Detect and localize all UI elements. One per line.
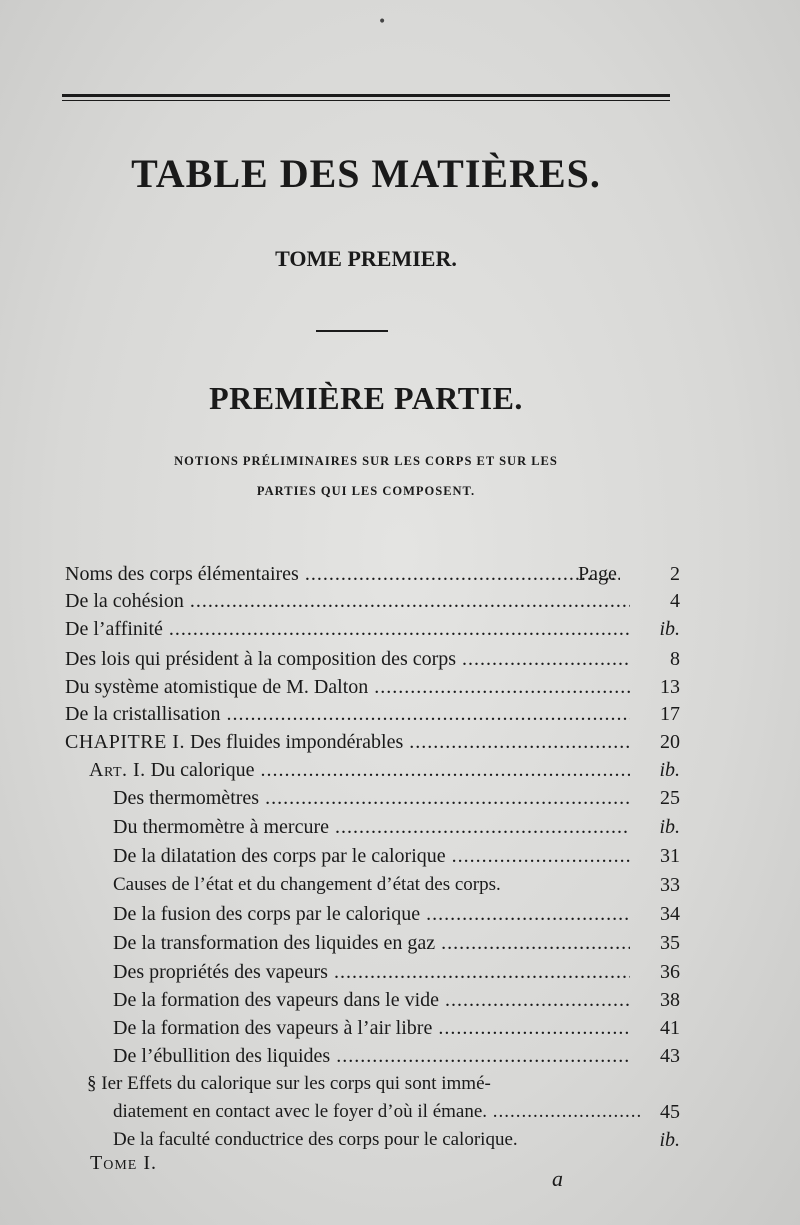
top-mark: • xyxy=(378,14,387,30)
toc-entry xyxy=(0,645,800,673)
toc-entry-page: ib. xyxy=(659,816,680,838)
toc-entry-page: ib. xyxy=(659,1129,680,1151)
chapter-label: CHAPITRE I. xyxy=(65,731,185,753)
toc-entry-text: Des propriétés des vapeurs ..... xyxy=(113,958,630,986)
toc-entry-text: Causes de l’état et du changement d’état des corps. xyxy=(113,874,501,895)
toc-entry-page: 45 xyxy=(660,1101,680,1123)
page-title: TABLE DES MATIÈRES. xyxy=(131,151,601,196)
part-heading: PREMIÈRE PARTIE. xyxy=(209,380,523,416)
toc-entry xyxy=(0,1042,800,1070)
toc-entry-text: De l’ébullition des liquides ..... xyxy=(113,1042,630,1070)
toc-entry-text: Des thermomètres ..... xyxy=(113,784,630,812)
toc-entry-text: De la dilatation des corps par le calorique ..... xyxy=(113,842,630,870)
toc-entry xyxy=(0,929,800,957)
toc-entry-text: diatement en contact avec le foyer d’où il émane. ..... xyxy=(113,1098,640,1126)
toc-entry xyxy=(0,673,800,701)
toc-entry-text: § Ier Effets du calorique sur les corps qui sont immé- xyxy=(87,1073,491,1094)
toc-entry xyxy=(0,615,800,643)
toc-entry-chapter xyxy=(0,728,800,756)
toc-entry-text: Des lois qui président à la composition des corps ..... xyxy=(65,645,630,673)
toc-entry-page: 35 xyxy=(660,932,680,954)
signature-mark: a xyxy=(552,1166,563,1191)
toc-entry xyxy=(0,813,800,841)
toc-entry-page: 4 xyxy=(670,590,680,612)
footer-volume: Tome I. xyxy=(90,1152,157,1174)
toc-entry-section xyxy=(0,1070,800,1098)
toc-entry-text: De la formation des vapeurs dans le vide ..... xyxy=(113,986,630,1014)
toc-entry-text: Noms des corps élémentaires ..... xyxy=(65,560,620,588)
article-title: Du calorique xyxy=(150,759,255,781)
toc-entry xyxy=(0,842,800,870)
toc-entry-text xyxy=(65,728,630,756)
tome-heading: TOME PREMIER. xyxy=(275,246,457,271)
article-label: Art. I. xyxy=(89,759,146,781)
toc-entry-page: 25 xyxy=(660,787,680,809)
toc-entry xyxy=(0,1014,800,1042)
toc-entry-page: 34 xyxy=(660,903,680,925)
toc-entry-text: Du thermomètre à mercure ..... xyxy=(113,813,630,841)
toc-entry-page: 17 xyxy=(660,703,680,725)
toc-entry xyxy=(0,958,800,986)
toc-entry xyxy=(0,587,800,615)
toc-entry-page: 2 xyxy=(670,563,680,585)
toc-entry-text: De la cohésion ..... xyxy=(65,587,630,615)
page-label: Page xyxy=(578,563,617,585)
toc-entry-text: De la faculté conductrice des corps pour le calorique. xyxy=(113,1129,518,1150)
toc-entry-text: De la cristallisation ..... xyxy=(65,700,630,728)
toc-entry xyxy=(0,560,800,588)
toc-entry-page: 13 xyxy=(660,676,680,698)
toc-entry xyxy=(0,900,800,928)
toc-entry-page: 8 xyxy=(670,648,680,670)
toc-entry-page: 20 xyxy=(660,731,680,753)
toc-entry-page: 43 xyxy=(660,1045,680,1067)
toc-entry xyxy=(0,700,800,728)
toc-entry-text: De la transformation des liquides en gaz ..... xyxy=(113,929,630,957)
toc-entry-page: 31 xyxy=(660,845,680,867)
toc-entry-page: ib. xyxy=(659,618,680,640)
toc-entry-text xyxy=(89,756,630,784)
toc-entry-page: 41 xyxy=(660,1017,680,1039)
subtitle-line-2: PARTIES QUI LES COMPOSENT. xyxy=(256,484,476,498)
toc-entry xyxy=(0,871,800,899)
toc-entry xyxy=(0,1098,800,1126)
toc-entry-text: De la formation des vapeurs à l’air libre ..... xyxy=(113,1014,630,1042)
toc-entry-text: De la fusion des corps par le calorique ..... xyxy=(113,900,630,928)
toc-entry xyxy=(0,1126,800,1154)
subtitle-line-1: NOTIONS PRÉLIMINAIRES SUR LES CORPS ET SUR LES xyxy=(174,454,558,468)
toc-entry-page: 36 xyxy=(660,961,680,983)
toc-entry xyxy=(0,986,800,1014)
toc-entry-page: 33 xyxy=(660,874,680,896)
toc-entry-text: De l’affinité ..... xyxy=(65,615,630,643)
toc-entry xyxy=(0,784,800,812)
toc-entry-page: ib. xyxy=(659,759,680,781)
chapter-title: Des fluides impondérables xyxy=(189,731,404,753)
toc-entry-text: Du système atomistique de M. Dalton ..... xyxy=(65,673,630,701)
toc-entry-article xyxy=(0,756,800,784)
toc-entry-page: 38 xyxy=(660,989,680,1011)
